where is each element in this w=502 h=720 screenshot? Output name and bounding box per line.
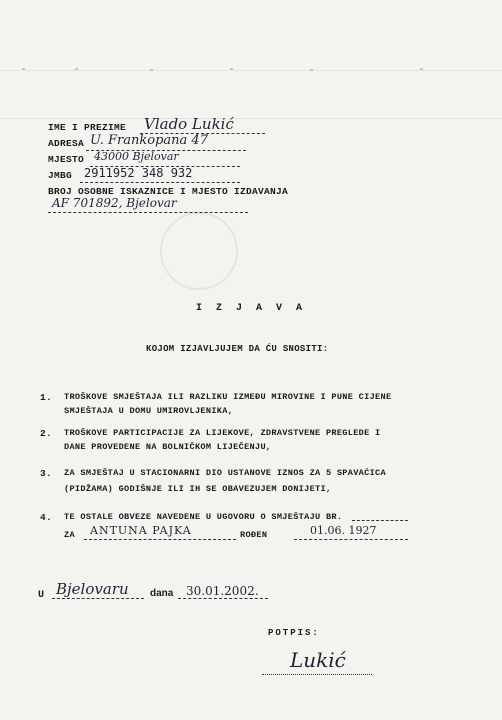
footer-date-value: 30.01.2002. xyxy=(186,584,259,598)
scan-speck xyxy=(230,68,233,70)
scan-speck xyxy=(420,68,423,70)
scan-artifact xyxy=(0,118,502,119)
scan-speck xyxy=(75,68,78,70)
jmbg-underline xyxy=(80,182,240,183)
address-value: U. Frankopana 47 xyxy=(90,133,208,148)
signature-value: Lukić xyxy=(290,648,346,672)
name-label: IME I PREZIME xyxy=(48,122,127,133)
item-4-za-label: ZA xyxy=(64,530,75,540)
item-2-line2: DANE PROVEDENE NA BOLNIČKOM LIJEČENJU, xyxy=(64,442,272,452)
footer-date-underline xyxy=(178,598,268,599)
item-4-person-value: ANTUNA PAJKA xyxy=(90,524,192,537)
id-label: BROJ OSOBNE ISKAZNICE I MJESTO IZDAVANJA xyxy=(48,186,289,197)
scan-speck xyxy=(150,69,153,71)
scan-speck xyxy=(22,68,25,70)
item-4-line1: TE OSTALE OBVEZE NAVEDENE U UGOVORU O SMJEŠTAJU BR. xyxy=(64,512,343,522)
footer-place-underline xyxy=(52,598,144,599)
item-4-born-label: ROĐEN xyxy=(240,530,268,540)
footer-place-value: Bjelovaru xyxy=(56,580,129,598)
footer-place-prefix: U xyxy=(38,590,45,601)
scan-artifact xyxy=(0,70,502,71)
id-value: AF 701892, Bjelovar xyxy=(52,196,177,210)
item-2-number: 2. xyxy=(40,428,53,439)
faint-stamp xyxy=(160,212,238,290)
contract-number-underline xyxy=(352,520,408,521)
item-4-number: 4. xyxy=(40,512,53,523)
person-underline xyxy=(84,539,236,540)
document-title: I Z J A V A xyxy=(195,303,306,314)
document-subtitle: KOJOM IZJAVLJUJEM DA ĆU SNOSITI: xyxy=(146,344,329,354)
signature-label: POTPIS: xyxy=(268,628,320,638)
item-1-number: 1. xyxy=(40,392,53,403)
address-label: ADRESA xyxy=(48,138,85,149)
born-underline xyxy=(294,539,408,540)
signature-underline xyxy=(262,674,372,675)
item-1-line1: TROŠKOVE SMJEŠTAJA ILI RAZLIKU IZMEĐU MIROVINE I PUNE CIJENE xyxy=(64,392,392,402)
place-value: 43000 Bjelovar xyxy=(94,150,179,163)
jmbg-label: JMBG xyxy=(48,170,73,181)
item-3-line2: (PIDŽAMA) GODIŠNJE ILI IH SE OBAVEZUJEM DONIJETI, xyxy=(64,484,332,494)
item-4-born-value: 01.06. 1927 xyxy=(310,524,377,537)
name-value: Vlado Lukić xyxy=(144,115,234,133)
place-label: MJESTO xyxy=(48,154,85,165)
scan-speck xyxy=(310,69,313,71)
item-3-line1: ZA SMJEŠTAJ U STACIONARNI DIO USTANOVE IZNOS ZA 5 SPAVAĆICA xyxy=(64,468,386,478)
id-underline xyxy=(48,212,248,213)
item-2-line1: TROŠKOVE PARTICIPACIJE ZA LIJEKOVE, ZDRAVSTVENE PREGLEDE I xyxy=(64,428,381,438)
jmbg-value: 2911952 348 932 xyxy=(84,166,193,180)
footer-date-label: dana xyxy=(150,588,174,599)
item-1-line2: SMJEŠTAJA U DOMU UMIROVLJENIKA, xyxy=(64,406,234,416)
item-3-number: 3. xyxy=(40,468,53,479)
